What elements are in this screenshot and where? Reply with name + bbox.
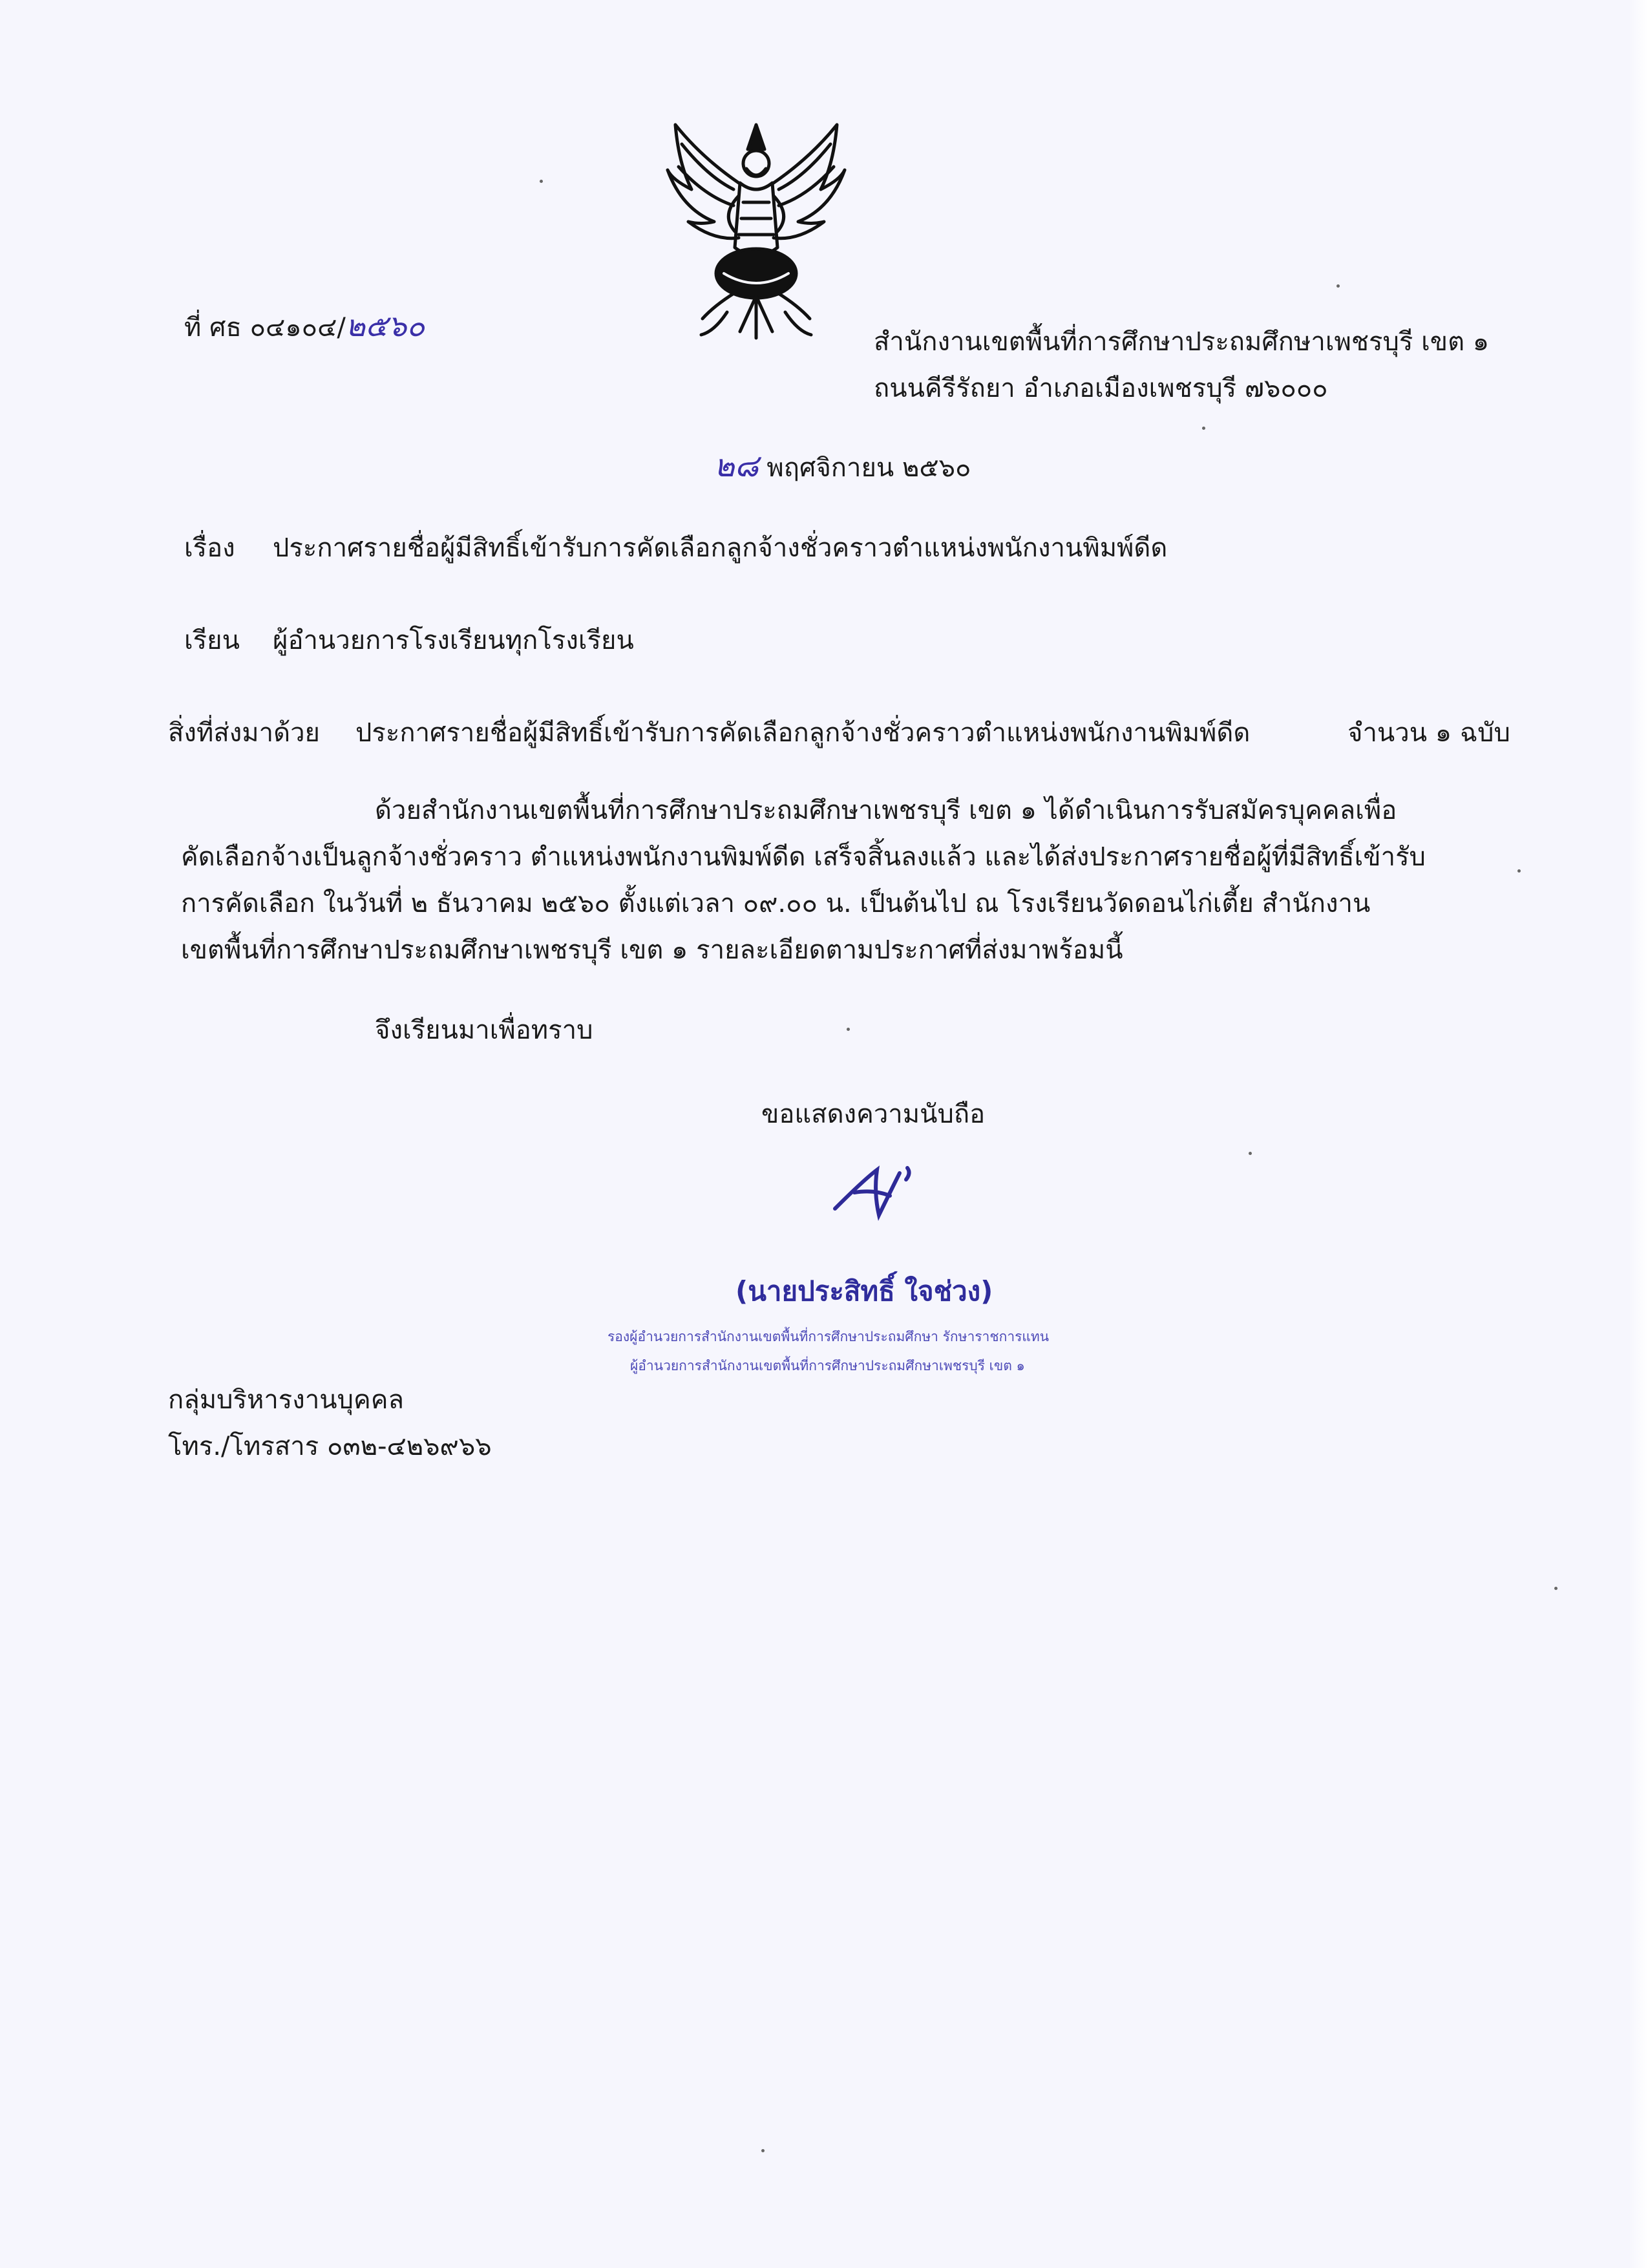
recipient-text: ผู้อำนวยการโรงเรียนทุกโรงเรียน <box>273 626 634 655</box>
office-address: ถนนคีรีรัถยา อำเภอเมืองเพชรบุรี ๗๖๐๐๐ <box>874 374 1328 403</box>
body-line-3: การคัดเลือก ในวันที่ ๒ ธันวาคม ๒๕๖๐ ตั้งแต่เวลา ๐๙.๐๐ น. เป็นต้นไป ณ โรงเรียนวัดดอนไก่เตี้ย สำนักงาน <box>181 889 1371 918</box>
signer-title-line-1: รองผู้อำนวยการสำนักงานเขตพื้นที่การศึกษาประถมศึกษา รักษาราชการแทน <box>607 1329 1050 1344</box>
scan-speck <box>1554 1587 1558 1590</box>
enclosure-count: จำนวน ๑ ฉบับ <box>1347 718 1510 748</box>
body-line-2: คัดเลือกจ้างเป็นลูกจ้างชั่วคราว ตำแหน่งพนักงานพิมพ์ดีด เสร็จสิ้นลงแล้ว และได้ส่งประกาศรายชื่อผู้ที่มีสิทธิ์เข้ารับ <box>181 842 1426 872</box>
department-name: กลุ่มบริหารงานบุคคล <box>168 1385 405 1415</box>
scan-speck <box>761 2149 765 2152</box>
salutation: ขอแสดงความนับถือ <box>761 1099 986 1129</box>
scan-speck <box>1517 869 1521 873</box>
scan-speck <box>847 1028 850 1031</box>
reference-prefix: ที่ ศธ ๐๔๑๐๔/ <box>184 313 346 343</box>
recipient-label: เรียน <box>184 626 240 655</box>
body-line-1: ด้วยสำนักงานเขตพื้นที่การศึกษาประถมศึกษาเพชรบุรี เขต ๑ ได้ดำเนินการรับสมัครบุคคลเพื่อ <box>375 796 1397 825</box>
scan-speck <box>1249 1152 1252 1155</box>
scan-speck <box>1336 284 1340 288</box>
signer-title-line-2: ผู้อำนวยการสำนักงานเขตพื้นที่การศึกษาประถมศึกษาเพชรบุรี เขต ๑ <box>630 1358 1025 1373</box>
subject-label: เรื่อง <box>184 533 235 563</box>
signer-name: (นายประสิทธิ์ ใจช่วง) <box>735 1275 993 1307</box>
garuda-emblem-icon <box>662 118 850 341</box>
contact-phone: โทร./โทรสาร ๐๓๒-๔๒๖๙๖๖ <box>168 1432 492 1461</box>
scan-speck <box>1202 427 1205 430</box>
date-day-handwritten: ๒๘ <box>714 448 759 484</box>
letter-date <box>714 449 971 485</box>
handwritten-signature-icon <box>829 1154 932 1225</box>
office-name: สำนักงานเขตพื้นที่การศึกษาประถมศึกษาเพชรบุรี เขต ๑ <box>874 327 1490 357</box>
scan-speck <box>540 180 543 183</box>
enclosure-label: สิ่งที่ส่งมาด้วย <box>168 718 320 748</box>
subject-text: ประกาศรายชื่อผู้มีสิทธิ์เข้ารับการคัดเลือกลูกจ้างชั่วคราวตำแหน่งพนักงานพิมพ์ดีด <box>273 533 1168 563</box>
reference-handwritten: ๒๕๖๐ <box>345 308 425 343</box>
enclosure-text: ประกาศรายชื่อผู้มีสิทธิ์เข้ารับการคัดเลือกลูกจ้างชั่วคราวตำแหน่งพนักงานพิมพ์ดีด <box>355 718 1251 748</box>
date-month-year: พฤศจิกายน ๒๕๖๐ <box>766 453 971 483</box>
body-line-4: เขตพื้นที่การศึกษาประถมศึกษาเพชรบุรี เขต ๑ รายละเอียดตามประกาศที่ส่งมาพร้อมนี้ <box>181 935 1123 965</box>
closing-line: จึงเรียนมาเพื่อทราบ <box>375 1015 593 1045</box>
reference-number <box>184 309 425 344</box>
